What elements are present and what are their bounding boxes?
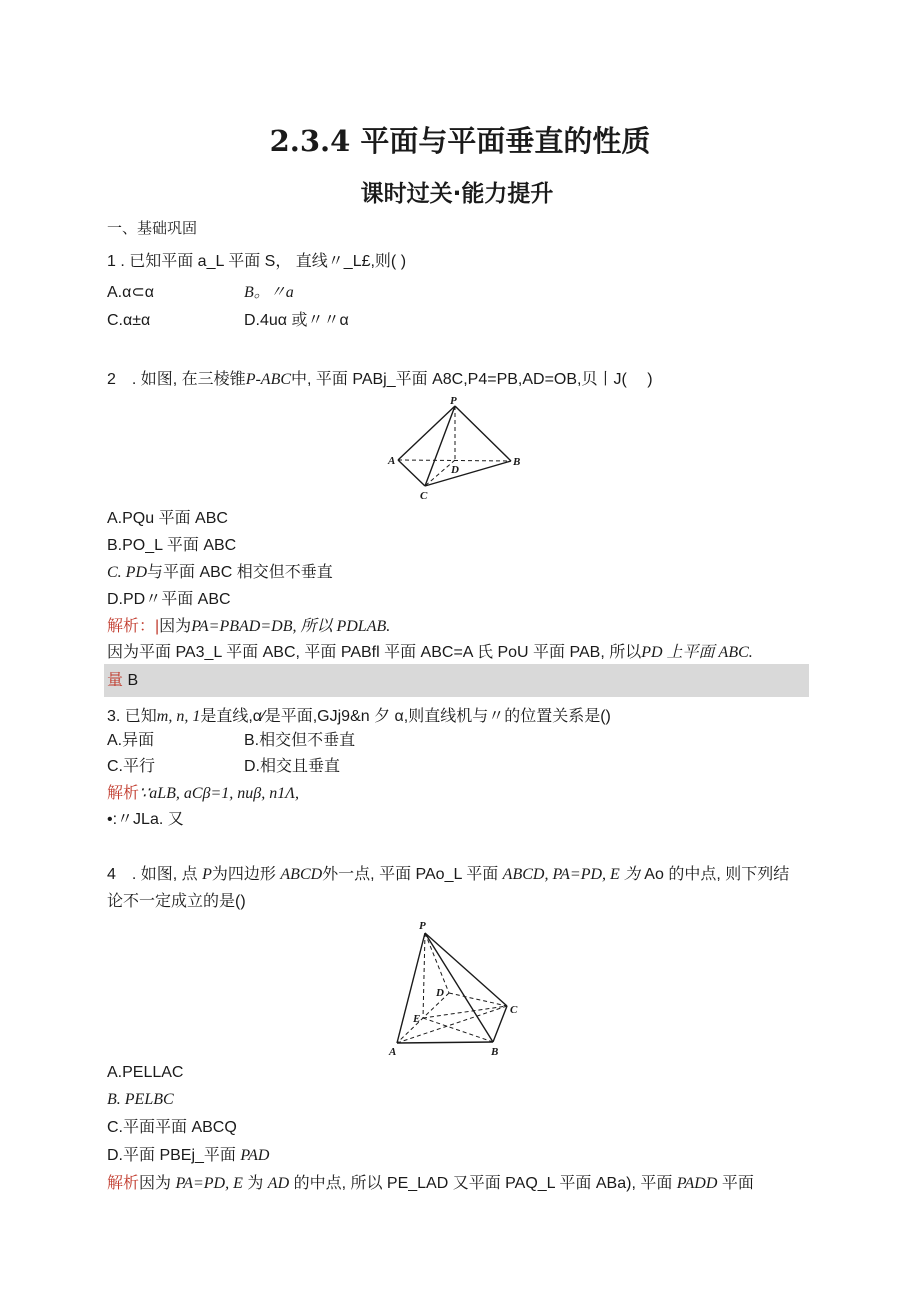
q2-analysis-math: PA=PBAD=DB, 所以 PDLAB. (191, 618, 391, 635)
q4-analysis-text: 的中点, 所以 PE_LAD 又平面 PAQ_L 平面 ABa), 平面 (293, 1175, 673, 1192)
edge-ac (398, 460, 425, 486)
q4-analysis-text: 平面 (721, 1175, 754, 1192)
label-d: D (436, 987, 444, 999)
q4-option-b: B. PELBC (107, 1091, 174, 1108)
q4-option-d (107, 1146, 269, 1166)
q1-option-a: A.α⊂α (107, 284, 155, 301)
q2-pyramid-figure (385, 396, 525, 504)
q4-analysis (107, 1174, 754, 1194)
q4-pyramid-figure (385, 918, 530, 1060)
q4-stem-var: ABCD, PA=PD, E 为 (502, 866, 640, 883)
q2-answer (107, 671, 138, 691)
q2-option-a: A.PQu 平面 ABC (107, 510, 228, 527)
q2-option-b: B.PO_L 平面 ABC (107, 537, 237, 554)
label-c: C (420, 490, 428, 502)
label-d: D (451, 464, 459, 476)
q3-option-a: A.异面 (107, 732, 155, 749)
q4-analysis-math: PA=PD, E (175, 1175, 243, 1192)
q4-analysis-math: PADD (676, 1175, 718, 1192)
label-a: A (388, 455, 396, 467)
label-p: P (450, 396, 457, 407)
edge-pa (398, 406, 455, 460)
q4-stem-part: 4 . 如图, 点 (107, 866, 198, 883)
q2-option-c-label: C. PD (107, 564, 147, 581)
edge-eb-hidden (423, 1018, 493, 1042)
analysis-label: 解析 (107, 785, 140, 802)
label-c: C (510, 1004, 518, 1016)
q3-option-b: B.相交但不垂直 (244, 732, 356, 749)
section-heading: 一、基础巩固 (107, 220, 198, 237)
q3-stem-part: 3. 已知 (107, 708, 157, 725)
edge-pe-hidden (423, 933, 425, 1018)
q3-stem (107, 707, 611, 727)
q2-stem-part: 中, 平面 PABj_平面 A8C,P4=PB,AD=OB,贝丨J( ) (291, 371, 653, 388)
q4-stem-var: ABCD (280, 866, 323, 883)
edge-pa (397, 933, 425, 1043)
q4-analysis-text: 因为 (139, 1175, 172, 1192)
q4-option-c: C.平面平面 ABCQ (107, 1119, 237, 1136)
q4-option-a: A.PELLAC (107, 1064, 184, 1081)
edge-pb (455, 406, 511, 461)
q4-analysis-text: 为 (247, 1175, 264, 1192)
q1-option-b: B。〃a (244, 284, 294, 301)
label-a: A (389, 1046, 397, 1058)
q4-stem-part: Ao 的中点, 则下列结 (644, 866, 790, 883)
q2-stem (107, 370, 653, 390)
q4-stem-part: 外一点, 平面 PAo_L 平面 (322, 866, 499, 883)
q2-option-d: D.PD〃平面 ABC (107, 591, 231, 608)
q4-stem-part: 为四边形 (211, 866, 276, 883)
q1-option-d: D.4uα 或〃〃α (244, 312, 349, 329)
edge-dc-hidden (449, 993, 507, 1006)
label-b: B (513, 456, 521, 468)
q2-option-c-text: 与平面 ABC 相交但不垂直 (147, 564, 333, 581)
q4-stem-line2: 论不一定成立的是() (107, 893, 246, 910)
q4-option-d-text: D.平面 PBEj_平面 (107, 1147, 236, 1164)
q4-option-d-var: PAD (240, 1147, 270, 1164)
answer-label: 量 (107, 672, 124, 689)
analysis-label: 解析 (107, 1175, 140, 1192)
q4-stem-var: P (202, 866, 212, 883)
q1-option-c: C.α±α (107, 312, 151, 329)
q3-analysis-math: ∵aLB, aCβ=1, nuβ, n1Λ, (139, 785, 299, 802)
answer-value: B (127, 672, 139, 689)
q3-analysis (107, 784, 299, 804)
q2-stem-pyramid: P-ABC (245, 371, 292, 388)
edge-ec-hidden (423, 1006, 507, 1018)
q2-analysis-line2 (107, 643, 753, 663)
label-e: E (413, 1013, 421, 1025)
q2-analysis-text: 因为 (159, 618, 192, 635)
q3-stem-vars: m, n, 1 (156, 708, 201, 725)
edge-bc (493, 1006, 507, 1042)
edge-cb (425, 461, 511, 486)
page-subtitle: 课时过关·能力提升 (360, 181, 554, 207)
q2-analysis-line2-text: 因为平面 PA3_L 平面 ABC, 平面 PABfl 平面 ABC=A 氏 PoU 平面 PAB, 所以 (107, 644, 642, 661)
analysis-label: 解析：| (107, 618, 160, 635)
q3-option-c: C.平行 (107, 758, 156, 775)
q2-analysis (107, 617, 390, 637)
edge-ab (397, 1042, 493, 1043)
q1-stem: 1 . 已知平面 a_L 平面 S， 直线〃_L£,则( ) (107, 253, 407, 270)
q3-analysis-line2: •:〃JLa. 又 (107, 811, 184, 828)
q2-option-c (107, 563, 333, 583)
page-title: 2.3.4 平面与平面垂直的性质 (269, 124, 651, 158)
q4-stem (107, 865, 789, 885)
q3-option-d: D.相交且垂直 (244, 758, 341, 775)
answer-bar (104, 664, 809, 697)
label-p: P (419, 920, 426, 932)
q2-stem-part: 2 . 如图, 在三棱锥 (107, 371, 246, 388)
q4-analysis-math: AD (267, 1175, 290, 1192)
edge-pd-hidden (425, 933, 449, 993)
q3-stem-part: 是直线,α∕是平面,GJj9&n 夕 α,则直线机与〃的位置关系是() (200, 708, 611, 725)
label-b: B (491, 1046, 499, 1058)
q2-analysis-line2-math: PD 上平面 ABC. (641, 644, 753, 661)
